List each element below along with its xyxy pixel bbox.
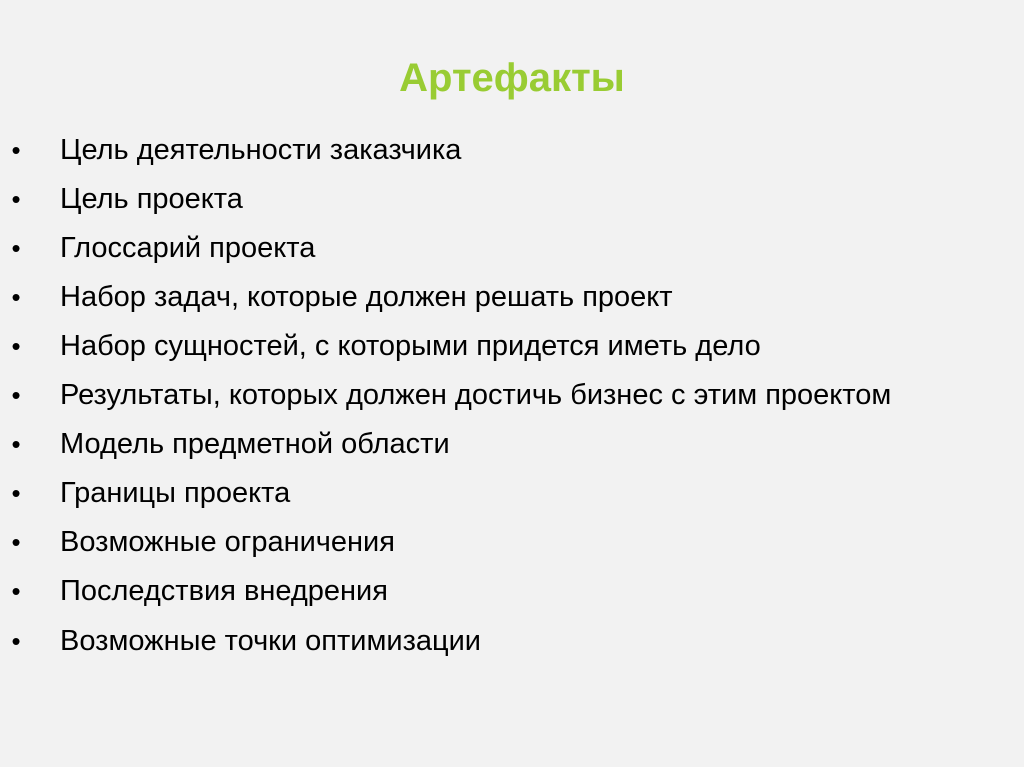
slide-title: Артефакты bbox=[399, 56, 625, 100]
list-item bbox=[0, 424, 920, 464]
list-item bbox=[0, 277, 920, 317]
list-item bbox=[0, 522, 920, 562]
bullet-icon: • bbox=[11, 184, 21, 214]
list-item-text: Результаты, которых должен достичь бизнес с этим проектом bbox=[60, 379, 892, 411]
list-item-text: Набор сущностей, с которыми придется иметь дело bbox=[60, 330, 761, 362]
list-item bbox=[0, 228, 920, 268]
list-item-text: Глоссарий проекта bbox=[60, 232, 316, 264]
bullet-list bbox=[0, 130, 1024, 670]
list-item-text: Модель предметной области bbox=[60, 428, 450, 460]
bullet-icon: • bbox=[11, 282, 21, 312]
list-item-text: Набор задач, которые должен решать проект bbox=[60, 281, 673, 313]
bullet-icon: • bbox=[11, 527, 21, 557]
bullet-icon: • bbox=[11, 576, 21, 606]
list-item bbox=[0, 130, 920, 170]
bullet-icon: • bbox=[11, 331, 21, 361]
list-item bbox=[0, 473, 920, 513]
bullet-icon: • bbox=[11, 233, 21, 263]
list-item bbox=[0, 179, 920, 219]
list-item-text: Границы проекта bbox=[60, 477, 291, 509]
bullet-icon: • bbox=[11, 429, 21, 459]
list-item-text: Последствия внедрения bbox=[60, 575, 388, 607]
list-item-text: Цель проекта bbox=[60, 183, 243, 215]
list-item bbox=[0, 621, 920, 661]
bullet-icon: • bbox=[11, 626, 21, 656]
list-item bbox=[0, 375, 920, 415]
bullet-icon: • bbox=[11, 478, 21, 508]
list-item-text: Возможные точки оптимизации bbox=[60, 625, 482, 657]
list-item bbox=[0, 571, 920, 611]
list-item-text: Возможные ограничения bbox=[60, 526, 395, 558]
list-item-text: Цель деятельности заказчика bbox=[60, 134, 462, 166]
list-item bbox=[0, 326, 920, 366]
bullet-icon: • bbox=[11, 135, 21, 165]
bullet-icon: • bbox=[11, 380, 21, 410]
